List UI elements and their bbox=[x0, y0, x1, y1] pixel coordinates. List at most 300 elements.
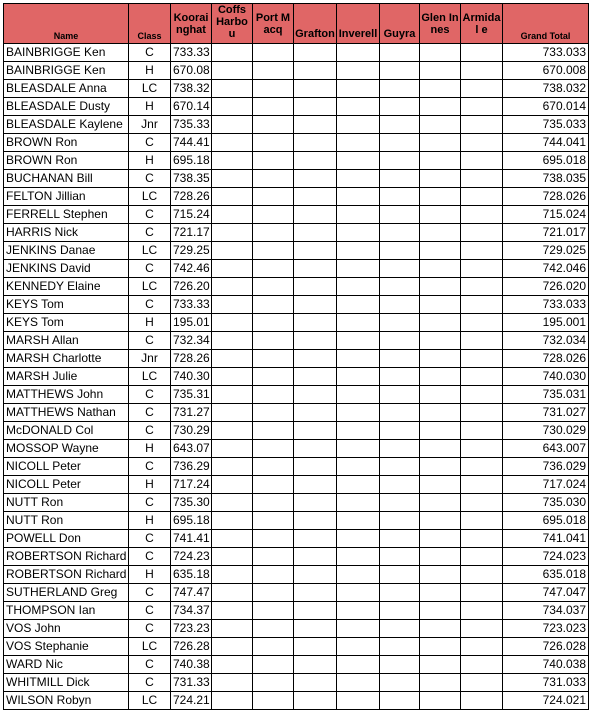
cell-port-macq[interactable] bbox=[253, 278, 294, 296]
cell-kooraingat[interactable]: 731.33 bbox=[171, 674, 212, 692]
cell-grafton[interactable] bbox=[294, 548, 337, 566]
cell-port-macq[interactable] bbox=[253, 260, 294, 278]
cell-grafton[interactable] bbox=[294, 224, 337, 242]
cell-name[interactable]: BROWN Ron bbox=[4, 152, 129, 170]
cell-port-macq[interactable] bbox=[253, 656, 294, 674]
cell-class[interactable]: H bbox=[129, 314, 171, 332]
cell-grand-total[interactable]: 715.024 bbox=[503, 206, 589, 224]
cell-port-macq[interactable] bbox=[253, 80, 294, 98]
cell-guyra[interactable] bbox=[380, 44, 420, 62]
cell-glen-innes[interactable] bbox=[420, 656, 461, 674]
cell-class[interactable]: H bbox=[129, 98, 171, 116]
cell-grand-total[interactable]: 744.041 bbox=[503, 134, 589, 152]
cell-armidale[interactable] bbox=[461, 242, 503, 260]
cell-class[interactable]: LC bbox=[129, 188, 171, 206]
cell-name[interactable]: VOS Stephanie bbox=[4, 638, 129, 656]
cell-grafton[interactable] bbox=[294, 620, 337, 638]
cell-glen-innes[interactable] bbox=[420, 62, 461, 80]
cell-kooraingat[interactable]: 730.29 bbox=[171, 422, 212, 440]
cell-kooraingat[interactable]: 731.27 bbox=[171, 404, 212, 422]
cell-guyra[interactable] bbox=[380, 566, 420, 584]
cell-name[interactable]: ROBERTSON Richard bbox=[4, 566, 129, 584]
cell-glen-innes[interactable] bbox=[420, 386, 461, 404]
cell-coffs-harbour[interactable] bbox=[212, 620, 253, 638]
cell-grafton[interactable] bbox=[294, 404, 337, 422]
cell-coffs-harbour[interactable] bbox=[212, 386, 253, 404]
cell-coffs-harbour[interactable] bbox=[212, 134, 253, 152]
cell-coffs-harbour[interactable] bbox=[212, 260, 253, 278]
cell-grafton[interactable] bbox=[294, 368, 337, 386]
cell-class[interactable]: C bbox=[129, 620, 171, 638]
cell-grafton[interactable] bbox=[294, 170, 337, 188]
cell-port-macq[interactable] bbox=[253, 548, 294, 566]
cell-grand-total[interactable]: 643.007 bbox=[503, 440, 589, 458]
cell-guyra[interactable] bbox=[380, 152, 420, 170]
cell-name[interactable]: BUCHANAN Bill bbox=[4, 170, 129, 188]
cell-port-macq[interactable] bbox=[253, 530, 294, 548]
cell-armidale[interactable] bbox=[461, 332, 503, 350]
cell-armidale[interactable] bbox=[461, 476, 503, 494]
cell-guyra[interactable] bbox=[380, 62, 420, 80]
cell-glen-innes[interactable] bbox=[420, 314, 461, 332]
cell-guyra[interactable] bbox=[380, 440, 420, 458]
cell-glen-innes[interactable] bbox=[420, 638, 461, 656]
cell-grafton[interactable] bbox=[294, 62, 337, 80]
cell-class[interactable]: C bbox=[129, 584, 171, 602]
cell-guyra[interactable] bbox=[380, 530, 420, 548]
cell-kooraingat[interactable]: 726.20 bbox=[171, 278, 212, 296]
cell-coffs-harbour[interactable] bbox=[212, 332, 253, 350]
cell-armidale[interactable] bbox=[461, 224, 503, 242]
cell-name[interactable]: KEYS Tom bbox=[4, 296, 129, 314]
cell-name[interactable]: JENKINS David bbox=[4, 260, 129, 278]
cell-armidale[interactable] bbox=[461, 44, 503, 62]
cell-grafton[interactable] bbox=[294, 296, 337, 314]
cell-grand-total[interactable]: 735.031 bbox=[503, 386, 589, 404]
cell-coffs-harbour[interactable] bbox=[212, 602, 253, 620]
cell-kooraingat[interactable]: 740.38 bbox=[171, 656, 212, 674]
cell-name[interactable]: NICOLL Peter bbox=[4, 476, 129, 494]
cell-glen-innes[interactable] bbox=[420, 296, 461, 314]
cell-grafton[interactable] bbox=[294, 422, 337, 440]
cell-grafton[interactable] bbox=[294, 98, 337, 116]
cell-glen-innes[interactable] bbox=[420, 368, 461, 386]
cell-guyra[interactable] bbox=[380, 116, 420, 134]
cell-port-macq[interactable] bbox=[253, 602, 294, 620]
cell-grand-total[interactable]: 728.026 bbox=[503, 188, 589, 206]
cell-grand-total[interactable]: 736.029 bbox=[503, 458, 589, 476]
cell-kooraingat[interactable]: 670.08 bbox=[171, 62, 212, 80]
cell-coffs-harbour[interactable] bbox=[212, 548, 253, 566]
cell-guyra[interactable] bbox=[380, 638, 420, 656]
cell-name[interactable]: MOSSOP Wayne bbox=[4, 440, 129, 458]
cell-name[interactable]: BLEASDALE Kaylene bbox=[4, 116, 129, 134]
cell-coffs-harbour[interactable] bbox=[212, 476, 253, 494]
cell-glen-innes[interactable] bbox=[420, 134, 461, 152]
cell-guyra[interactable] bbox=[380, 584, 420, 602]
cell-grand-total[interactable]: 670.008 bbox=[503, 62, 589, 80]
cell-glen-innes[interactable] bbox=[420, 476, 461, 494]
cell-coffs-harbour[interactable] bbox=[212, 404, 253, 422]
cell-grafton[interactable] bbox=[294, 602, 337, 620]
cell-guyra[interactable] bbox=[380, 296, 420, 314]
cell-kooraingat[interactable]: 740.30 bbox=[171, 368, 212, 386]
cell-inverell[interactable] bbox=[337, 602, 380, 620]
cell-coffs-harbour[interactable] bbox=[212, 458, 253, 476]
col-header-grand-total[interactable]: Grand Total bbox=[503, 4, 589, 44]
cell-grand-total[interactable]: 635.018 bbox=[503, 566, 589, 584]
cell-glen-innes[interactable] bbox=[420, 152, 461, 170]
cell-coffs-harbour[interactable] bbox=[212, 440, 253, 458]
cell-glen-innes[interactable] bbox=[420, 278, 461, 296]
cell-guyra[interactable] bbox=[380, 260, 420, 278]
cell-glen-innes[interactable] bbox=[420, 494, 461, 512]
cell-class[interactable]: C bbox=[129, 206, 171, 224]
cell-port-macq[interactable] bbox=[253, 638, 294, 656]
cell-guyra[interactable] bbox=[380, 386, 420, 404]
cell-coffs-harbour[interactable] bbox=[212, 494, 253, 512]
cell-inverell[interactable] bbox=[337, 260, 380, 278]
cell-coffs-harbour[interactable] bbox=[212, 44, 253, 62]
cell-coffs-harbour[interactable] bbox=[212, 98, 253, 116]
cell-guyra[interactable] bbox=[380, 224, 420, 242]
cell-port-macq[interactable] bbox=[253, 458, 294, 476]
cell-port-macq[interactable] bbox=[253, 566, 294, 584]
cell-class[interactable]: H bbox=[129, 566, 171, 584]
cell-guyra[interactable] bbox=[380, 368, 420, 386]
cell-glen-innes[interactable] bbox=[420, 620, 461, 638]
cell-class[interactable]: C bbox=[129, 224, 171, 242]
cell-inverell[interactable] bbox=[337, 530, 380, 548]
cell-name[interactable]: BROWN Ron bbox=[4, 134, 129, 152]
cell-inverell[interactable] bbox=[337, 170, 380, 188]
cell-port-macq[interactable] bbox=[253, 584, 294, 602]
cell-class[interactable]: H bbox=[129, 476, 171, 494]
cell-class[interactable]: H bbox=[129, 440, 171, 458]
cell-kooraingat[interactable]: 717.24 bbox=[171, 476, 212, 494]
cell-guyra[interactable] bbox=[380, 206, 420, 224]
cell-class[interactable]: LC bbox=[129, 692, 171, 710]
cell-kooraingat[interactable]: 742.46 bbox=[171, 260, 212, 278]
cell-coffs-harbour[interactable] bbox=[212, 422, 253, 440]
cell-name[interactable]: MATTHEWS John bbox=[4, 386, 129, 404]
cell-kooraingat[interactable]: 738.35 bbox=[171, 170, 212, 188]
cell-glen-innes[interactable] bbox=[420, 188, 461, 206]
cell-grafton[interactable] bbox=[294, 512, 337, 530]
cell-kooraingat[interactable]: 738.32 bbox=[171, 80, 212, 98]
cell-class[interactable]: C bbox=[129, 602, 171, 620]
cell-kooraingat[interactable]: 695.18 bbox=[171, 152, 212, 170]
cell-name[interactable]: FELTON Jillian bbox=[4, 188, 129, 206]
cell-inverell[interactable] bbox=[337, 386, 380, 404]
col-header-name[interactable]: Name bbox=[4, 4, 129, 44]
cell-name[interactable]: WHITMILL Dick bbox=[4, 674, 129, 692]
cell-port-macq[interactable] bbox=[253, 332, 294, 350]
cell-class[interactable]: C bbox=[129, 674, 171, 692]
cell-grand-total[interactable]: 738.032 bbox=[503, 80, 589, 98]
cell-class[interactable]: LC bbox=[129, 80, 171, 98]
cell-port-macq[interactable] bbox=[253, 206, 294, 224]
cell-armidale[interactable] bbox=[461, 206, 503, 224]
cell-coffs-harbour[interactable] bbox=[212, 152, 253, 170]
cell-inverell[interactable] bbox=[337, 566, 380, 584]
cell-grand-total[interactable]: 670.014 bbox=[503, 98, 589, 116]
cell-coffs-harbour[interactable] bbox=[212, 638, 253, 656]
cell-kooraingat[interactable]: 721.17 bbox=[171, 224, 212, 242]
cell-name[interactable]: MARSH Charlotte bbox=[4, 350, 129, 368]
cell-inverell[interactable] bbox=[337, 44, 380, 62]
cell-kooraingat[interactable]: 728.26 bbox=[171, 188, 212, 206]
cell-kooraingat[interactable]: 723.23 bbox=[171, 620, 212, 638]
cell-port-macq[interactable] bbox=[253, 224, 294, 242]
cell-inverell[interactable] bbox=[337, 548, 380, 566]
cell-class[interactable]: Jnr bbox=[129, 116, 171, 134]
cell-glen-innes[interactable] bbox=[420, 44, 461, 62]
cell-inverell[interactable] bbox=[337, 692, 380, 710]
cell-inverell[interactable] bbox=[337, 242, 380, 260]
cell-name[interactable]: SUTHERLAND Greg bbox=[4, 584, 129, 602]
cell-grafton[interactable] bbox=[294, 206, 337, 224]
cell-coffs-harbour[interactable] bbox=[212, 566, 253, 584]
cell-glen-innes[interactable] bbox=[420, 224, 461, 242]
cell-class[interactable]: C bbox=[129, 494, 171, 512]
cell-inverell[interactable] bbox=[337, 188, 380, 206]
cell-name[interactable]: VOS John bbox=[4, 620, 129, 638]
cell-armidale[interactable] bbox=[461, 638, 503, 656]
cell-kooraingat[interactable]: 735.33 bbox=[171, 116, 212, 134]
cell-port-macq[interactable] bbox=[253, 368, 294, 386]
cell-armidale[interactable] bbox=[461, 188, 503, 206]
cell-armidale[interactable] bbox=[461, 440, 503, 458]
cell-armidale[interactable] bbox=[461, 152, 503, 170]
cell-armidale[interactable] bbox=[461, 692, 503, 710]
col-header-grafton[interactable]: Grafton bbox=[294, 4, 337, 44]
cell-class[interactable]: C bbox=[129, 548, 171, 566]
cell-name[interactable]: FERRELL Stephen bbox=[4, 206, 129, 224]
cell-armidale[interactable] bbox=[461, 530, 503, 548]
cell-grand-total[interactable]: 731.027 bbox=[503, 404, 589, 422]
cell-inverell[interactable] bbox=[337, 656, 380, 674]
cell-armidale[interactable] bbox=[461, 584, 503, 602]
cell-name[interactable]: BLEASDALE Dusty bbox=[4, 98, 129, 116]
cell-glen-innes[interactable] bbox=[420, 440, 461, 458]
cell-inverell[interactable] bbox=[337, 458, 380, 476]
cell-name[interactable]: BLEASDALE Anna bbox=[4, 80, 129, 98]
cell-name[interactable]: MARSH Allan bbox=[4, 332, 129, 350]
cell-class[interactable]: LC bbox=[129, 278, 171, 296]
col-header-inverell[interactable]: Inverell bbox=[337, 4, 380, 44]
cell-armidale[interactable] bbox=[461, 368, 503, 386]
cell-grand-total[interactable]: 195.001 bbox=[503, 314, 589, 332]
cell-armidale[interactable] bbox=[461, 512, 503, 530]
cell-glen-innes[interactable] bbox=[420, 404, 461, 422]
cell-guyra[interactable] bbox=[380, 242, 420, 260]
cell-grafton[interactable] bbox=[294, 458, 337, 476]
cell-grafton[interactable] bbox=[294, 116, 337, 134]
cell-armidale[interactable] bbox=[461, 548, 503, 566]
cell-armidale[interactable] bbox=[461, 134, 503, 152]
cell-port-macq[interactable] bbox=[253, 152, 294, 170]
cell-grafton[interactable] bbox=[294, 152, 337, 170]
cell-class[interactable]: C bbox=[129, 134, 171, 152]
cell-armidale[interactable] bbox=[461, 620, 503, 638]
cell-kooraingat[interactable]: 735.30 bbox=[171, 494, 212, 512]
cell-armidale[interactable] bbox=[461, 602, 503, 620]
cell-armidale[interactable] bbox=[461, 80, 503, 98]
cell-port-macq[interactable] bbox=[253, 62, 294, 80]
cell-class[interactable]: H bbox=[129, 62, 171, 80]
cell-guyra[interactable] bbox=[380, 134, 420, 152]
cell-coffs-harbour[interactable] bbox=[212, 674, 253, 692]
cell-coffs-harbour[interactable] bbox=[212, 350, 253, 368]
cell-coffs-harbour[interactable] bbox=[212, 170, 253, 188]
cell-inverell[interactable] bbox=[337, 404, 380, 422]
col-header-armidale[interactable] bbox=[461, 4, 503, 44]
cell-armidale[interactable] bbox=[461, 422, 503, 440]
cell-coffs-harbour[interactable] bbox=[212, 206, 253, 224]
cell-guyra[interactable] bbox=[380, 80, 420, 98]
cell-grafton[interactable] bbox=[294, 656, 337, 674]
cell-class[interactable]: H bbox=[129, 512, 171, 530]
cell-name[interactable]: NICOLL Peter bbox=[4, 458, 129, 476]
cell-grand-total[interactable]: 695.018 bbox=[503, 512, 589, 530]
cell-guyra[interactable] bbox=[380, 458, 420, 476]
cell-guyra[interactable] bbox=[380, 494, 420, 512]
cell-grafton[interactable] bbox=[294, 476, 337, 494]
cell-guyra[interactable] bbox=[380, 188, 420, 206]
cell-class[interactable]: H bbox=[129, 152, 171, 170]
cell-glen-innes[interactable] bbox=[420, 350, 461, 368]
cell-armidale[interactable] bbox=[461, 314, 503, 332]
cell-inverell[interactable] bbox=[337, 440, 380, 458]
cell-inverell[interactable] bbox=[337, 332, 380, 350]
cell-guyra[interactable] bbox=[380, 350, 420, 368]
cell-glen-innes[interactable] bbox=[420, 98, 461, 116]
cell-port-macq[interactable] bbox=[253, 242, 294, 260]
cell-grand-total[interactable]: 741.041 bbox=[503, 530, 589, 548]
cell-guyra[interactable] bbox=[380, 422, 420, 440]
cell-name[interactable]: BAINBRIGGE Ken bbox=[4, 44, 129, 62]
cell-name[interactable]: McDONALD Col bbox=[4, 422, 129, 440]
cell-grand-total[interactable]: 730.029 bbox=[503, 422, 589, 440]
cell-class[interactable]: C bbox=[129, 332, 171, 350]
cell-grand-total[interactable]: 734.037 bbox=[503, 602, 589, 620]
cell-grand-total[interactable]: 724.023 bbox=[503, 548, 589, 566]
cell-armidale[interactable] bbox=[461, 386, 503, 404]
cell-kooraingat[interactable]: 726.28 bbox=[171, 638, 212, 656]
cell-inverell[interactable] bbox=[337, 422, 380, 440]
cell-glen-innes[interactable] bbox=[420, 548, 461, 566]
cell-guyra[interactable] bbox=[380, 692, 420, 710]
cell-port-macq[interactable] bbox=[253, 116, 294, 134]
cell-kooraingat[interactable]: 747.47 bbox=[171, 584, 212, 602]
cell-name[interactable]: NUTT Ron bbox=[4, 494, 129, 512]
cell-coffs-harbour[interactable] bbox=[212, 188, 253, 206]
cell-port-macq[interactable] bbox=[253, 188, 294, 206]
cell-grafton[interactable] bbox=[294, 530, 337, 548]
cell-coffs-harbour[interactable] bbox=[212, 80, 253, 98]
cell-port-macq[interactable] bbox=[253, 314, 294, 332]
cell-kooraingat[interactable]: 741.41 bbox=[171, 530, 212, 548]
cell-grafton[interactable] bbox=[294, 314, 337, 332]
cell-coffs-harbour[interactable] bbox=[212, 224, 253, 242]
cell-grafton[interactable] bbox=[294, 638, 337, 656]
cell-grafton[interactable] bbox=[294, 242, 337, 260]
cell-name[interactable]: THOMPSON Ian bbox=[4, 602, 129, 620]
cell-grand-total[interactable]: 733.033 bbox=[503, 44, 589, 62]
cell-grafton[interactable] bbox=[294, 134, 337, 152]
cell-guyra[interactable] bbox=[380, 602, 420, 620]
cell-glen-innes[interactable] bbox=[420, 80, 461, 98]
cell-grand-total[interactable]: 735.033 bbox=[503, 116, 589, 134]
cell-port-macq[interactable] bbox=[253, 296, 294, 314]
cell-glen-innes[interactable] bbox=[420, 674, 461, 692]
cell-armidale[interactable] bbox=[461, 458, 503, 476]
cell-port-macq[interactable] bbox=[253, 422, 294, 440]
cell-kooraingat[interactable]: 733.33 bbox=[171, 44, 212, 62]
cell-grafton[interactable] bbox=[294, 566, 337, 584]
cell-guyra[interactable] bbox=[380, 170, 420, 188]
cell-glen-innes[interactable] bbox=[420, 602, 461, 620]
cell-kooraingat[interactable]: 670.14 bbox=[171, 98, 212, 116]
cell-guyra[interactable] bbox=[380, 314, 420, 332]
cell-guyra[interactable] bbox=[380, 98, 420, 116]
cell-inverell[interactable] bbox=[337, 674, 380, 692]
cell-name[interactable]: JENKINS Danae bbox=[4, 242, 129, 260]
cell-inverell[interactable] bbox=[337, 314, 380, 332]
cell-grand-total[interactable]: 740.038 bbox=[503, 656, 589, 674]
col-header-guyra[interactable]: Guyra bbox=[380, 4, 420, 44]
cell-inverell[interactable] bbox=[337, 296, 380, 314]
cell-coffs-harbour[interactable] bbox=[212, 530, 253, 548]
cell-inverell[interactable] bbox=[337, 62, 380, 80]
cell-name[interactable]: WILSON Robyn bbox=[4, 692, 129, 710]
cell-class[interactable]: C bbox=[129, 404, 171, 422]
cell-port-macq[interactable] bbox=[253, 44, 294, 62]
cell-guyra[interactable] bbox=[380, 404, 420, 422]
cell-inverell[interactable] bbox=[337, 98, 380, 116]
cell-name[interactable]: HARRIS Nick bbox=[4, 224, 129, 242]
cell-inverell[interactable] bbox=[337, 134, 380, 152]
cell-glen-innes[interactable] bbox=[420, 566, 461, 584]
cell-kooraingat[interactable]: 728.26 bbox=[171, 350, 212, 368]
cell-grand-total[interactable]: 738.035 bbox=[503, 170, 589, 188]
col-header-port-macq[interactable] bbox=[253, 4, 294, 44]
cell-port-macq[interactable] bbox=[253, 440, 294, 458]
cell-coffs-harbour[interactable] bbox=[212, 278, 253, 296]
cell-class[interactable]: C bbox=[129, 458, 171, 476]
cell-name[interactable]: NUTT Ron bbox=[4, 512, 129, 530]
cell-guyra[interactable] bbox=[380, 620, 420, 638]
cell-armidale[interactable] bbox=[461, 404, 503, 422]
cell-port-macq[interactable] bbox=[253, 674, 294, 692]
cell-glen-innes[interactable] bbox=[420, 458, 461, 476]
cell-class[interactable]: LC bbox=[129, 368, 171, 386]
cell-grafton[interactable] bbox=[294, 692, 337, 710]
cell-port-macq[interactable] bbox=[253, 350, 294, 368]
cell-port-macq[interactable] bbox=[253, 494, 294, 512]
cell-glen-innes[interactable] bbox=[420, 206, 461, 224]
cell-coffs-harbour[interactable] bbox=[212, 692, 253, 710]
cell-grand-total[interactable]: 742.046 bbox=[503, 260, 589, 278]
col-header-coffs-harbour[interactable] bbox=[212, 4, 253, 44]
cell-class[interactable]: C bbox=[129, 386, 171, 404]
cell-glen-innes[interactable] bbox=[420, 242, 461, 260]
cell-glen-innes[interactable] bbox=[420, 422, 461, 440]
cell-armidale[interactable] bbox=[461, 98, 503, 116]
cell-glen-innes[interactable] bbox=[420, 170, 461, 188]
cell-class[interactable]: C bbox=[129, 260, 171, 278]
